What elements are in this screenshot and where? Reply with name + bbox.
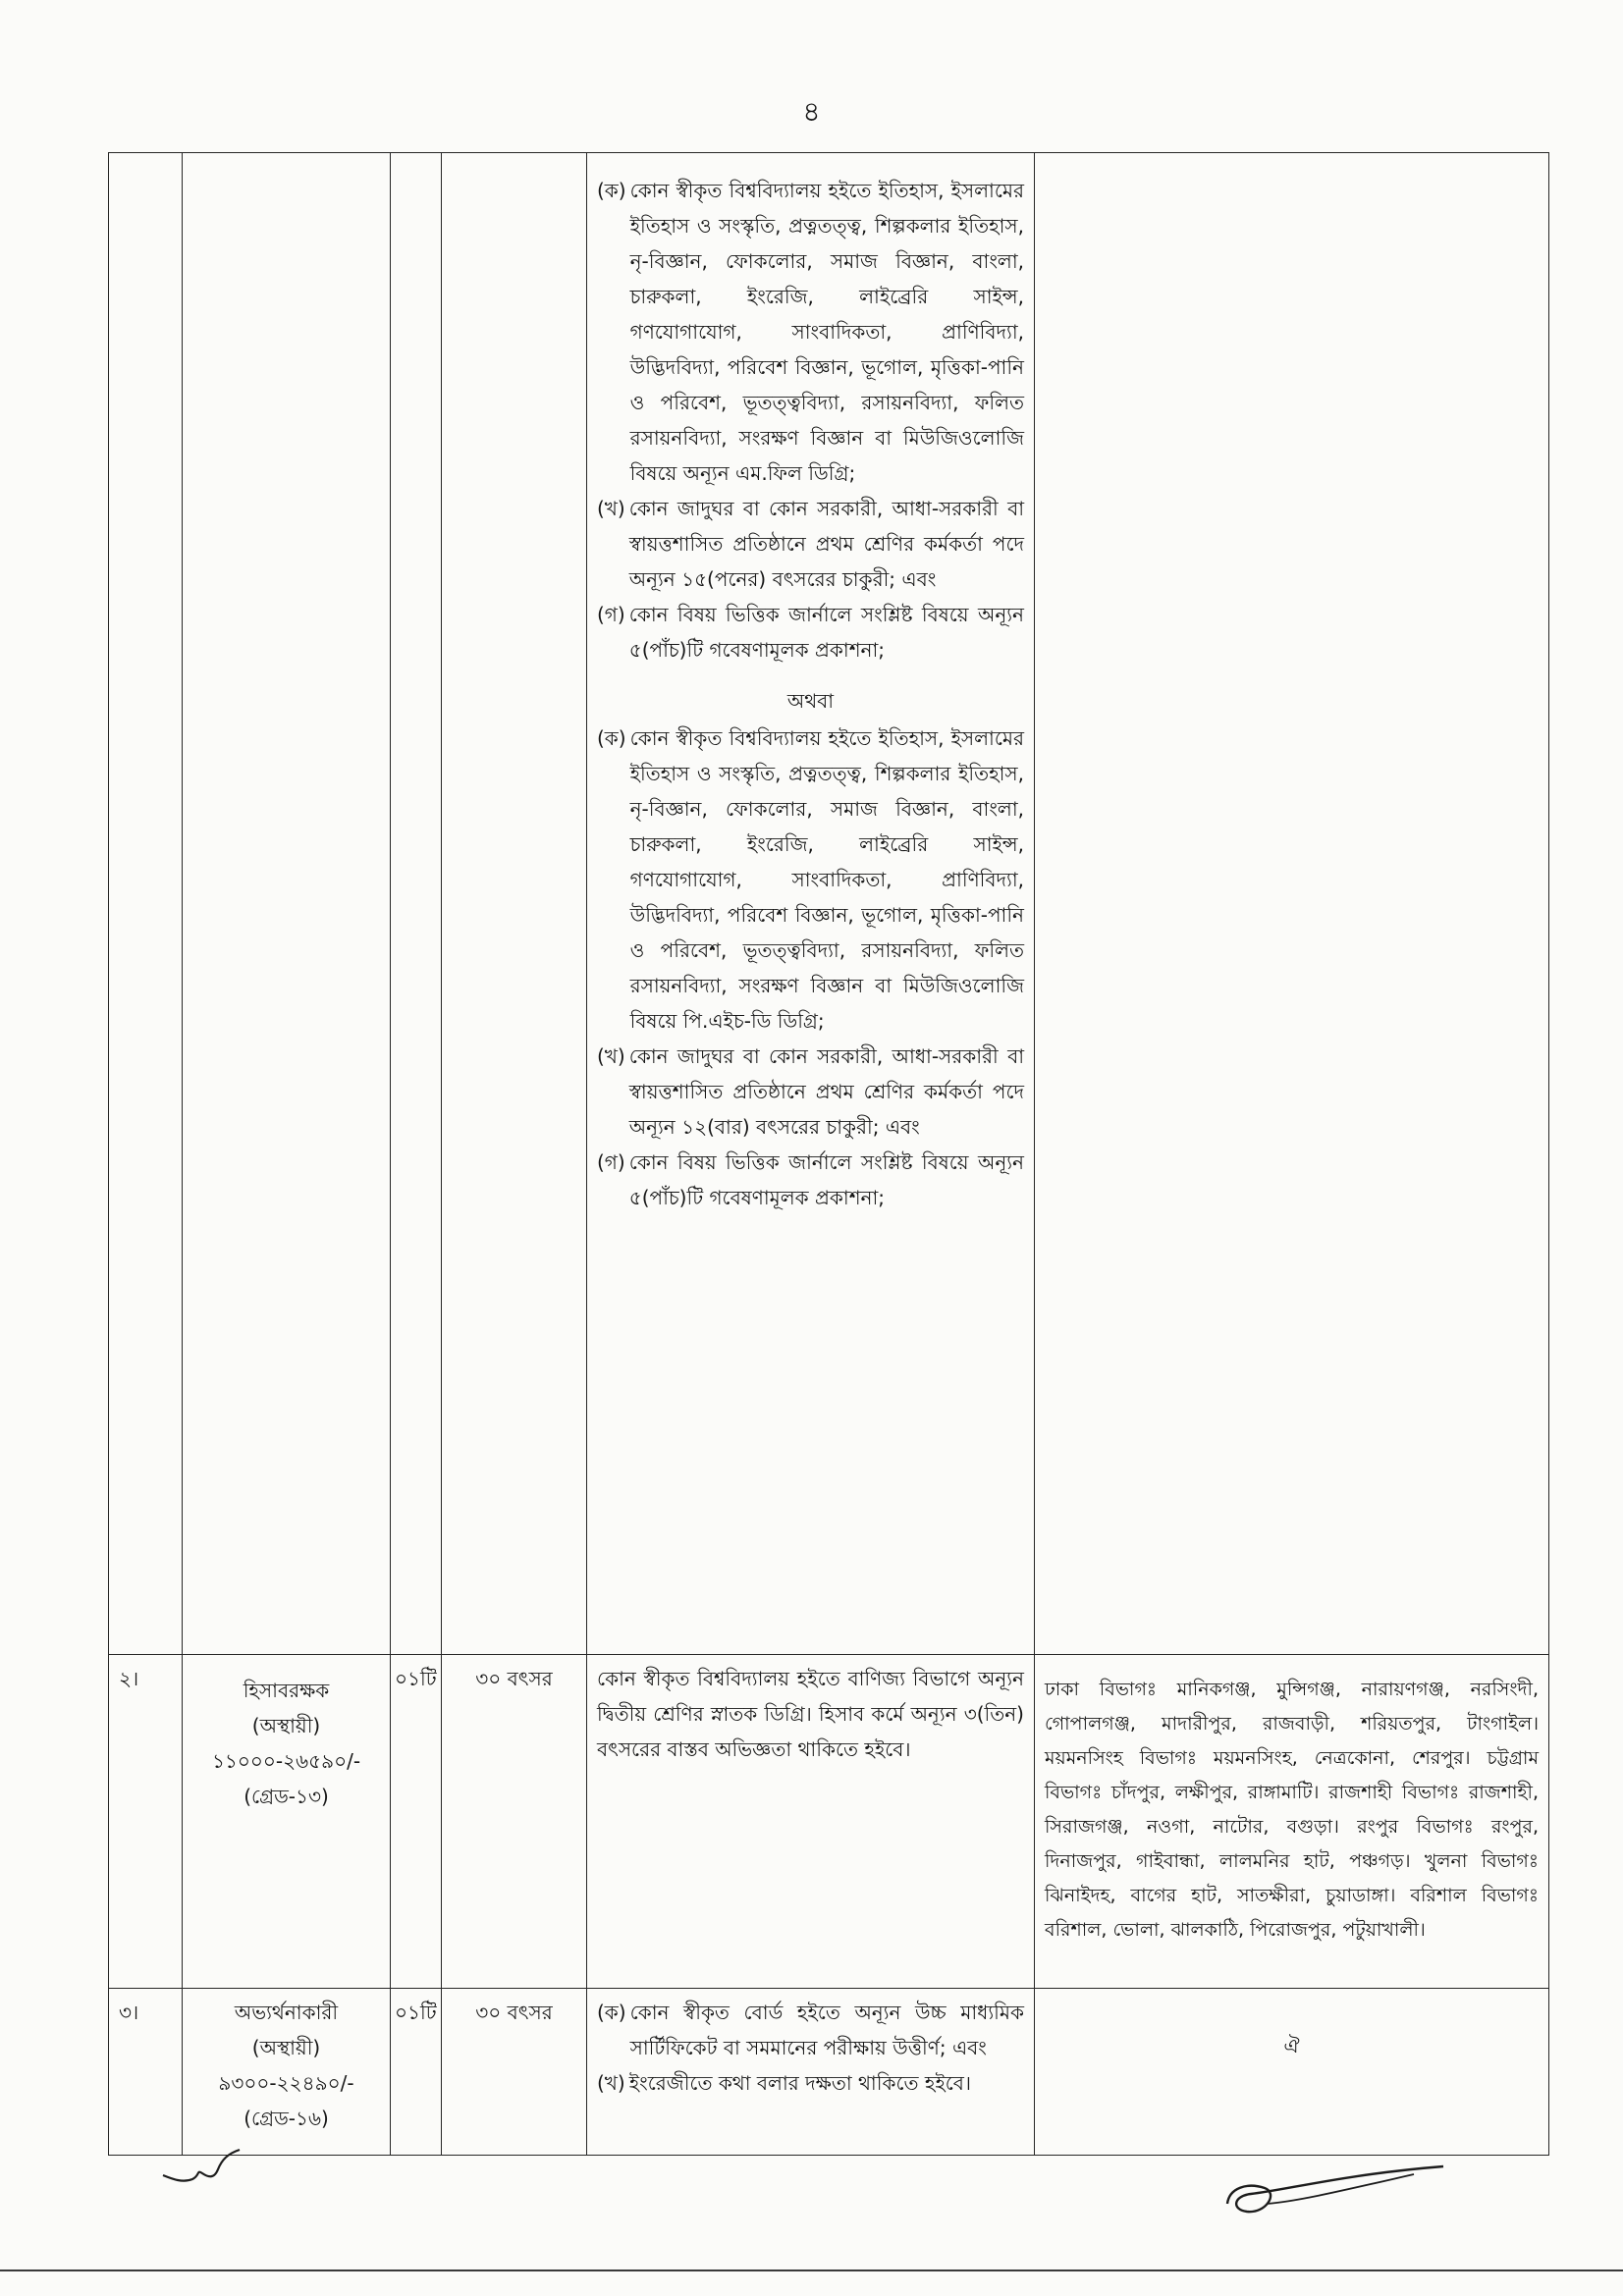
count-cell: ০১টি	[391, 1989, 442, 2156]
post-title: অভ্যর্থনাকারী	[234, 2001, 339, 2024]
post-cell	[183, 153, 391, 1655]
initial-signature-left	[157, 2140, 265, 2199]
serial-cell: ৩।	[109, 1989, 183, 2156]
qualification-cell	[587, 1989, 1035, 2156]
count-cell: ০১টি	[391, 1655, 442, 1989]
qualification-item: (ক) কোন স্বীকৃত বোর্ড হইতে অন্যূন উচ্চ মাধ্যমিক সার্টিফিকেট বা সমমানের পরীক্ষায় উত্তীর্ণ; এবং	[597, 2001, 1024, 2059]
qualification-item: (ক) কোন স্বীকৃত বিশ্ববিদ্যালয় হইতে ইতিহাস, ইসলামের ইতিহাস ও সংস্কৃতি, প্রত্নতত্ত্ব, শিল্পকলার ইতিহাস, নৃ-বিজ্ঞান, ফোকলোর, সমাজ বিজ্ঞান, বাংলা, চারুকলা, ইংরেজি, লাইব্রেরি সাইন্স, গণযোগাযোগ, সাংবাদিকতা, প্রাণিবিদ্যা, উদ্ভিদবিদ্যা, পরিবেশ বিজ্ঞান, ভূগোল, মৃত্তিকা-পানি ও পরিবেশ, ভূতত্ত্ববিদ্যা, রসায়নবিদ্যা, ফলিত রসায়নবিদ্যা, সংরক্ষণ বিজ্ঞান বা মিউজিওলোজি বিষয়ে পি.এইচ-ডি ডিগ্রি;	[597, 726, 1024, 1033]
qualification-item: (ক) কোন স্বীকৃত বিশ্ববিদ্যালয় হইতে ইতিহাস, ইসলামের ইতিহাস ও সংস্কৃতি, প্রত্নতত্ত্ব, শিল্পকলার ইতিহাস, নৃ-বিজ্ঞান, ফোকলোর, সমাজ বিজ্ঞান, বাংলা, চারুকলা, ইংরেজি, লাইব্রেরি সাইন্স, গণযোগাযোগ, সাংবাদিকতা, প্রাণিবিদ্যা, উদ্ভিদবিদ্যা, পরিবেশ বিজ্ঞান, ভূগোল, মৃত্তিকা-পানি ও পরিবেশ, ভূতত্ত্ববিদ্যা, রসায়নবিদ্যা, ফলিত রসায়নবিদ্যা, সংরক্ষণ বিজ্ঞান বা মিউজিওলোজি বিষয়ে অন্যূন এম.ফিল ডিগ্রি;	[597, 179, 1024, 485]
age-cell: ৩০ বৎসর	[442, 1989, 587, 2156]
post-pay-scale: ১১০০০-২৬৫৯০/-	[211, 1749, 361, 1773]
count-cell	[391, 153, 442, 1655]
or-separator: অথবা	[786, 689, 835, 713]
qualification-cell	[587, 153, 1035, 1655]
post-grade: (গ্রেড-১৬)	[243, 2107, 329, 2130]
post-cell	[183, 1655, 391, 1989]
age-cell: ৩০ বৎসর	[442, 1655, 587, 1989]
post-status: (অস্থায়ী)	[251, 1714, 321, 1737]
qualification-item: (গ) কোন বিষয় ভিত্তিক জার্নালে সংশ্লিষ্ট বিষয়ে অন্যূন ৫(পাঁচ)টি গবেষণামূলক প্রকাশনা;	[597, 1150, 1024, 1209]
serial-cell: ২।	[109, 1655, 183, 1989]
qualification-item: (খ) ইংরেজীতে কথা বলার দক্ষতা থাকিতে হইবে।	[597, 2071, 972, 2095]
qualification-cell: কোন স্বীকৃত বিশ্ববিদ্যালয় হইতে বাণিজ্য বিভাগে অন্যূন দ্বিতীয় শ্রেণির স্নাতক ডিগ্রি। হিসাব কর্মে অন্যূন ৩(তিন) বৎসরের বাস্তব অভিজ্ঞতা থাকিতে হইবে।	[587, 1655, 1035, 1989]
quota-cell	[1035, 153, 1549, 1655]
ditto-mark: ঐ	[1283, 2034, 1300, 2057]
post-title: হিসাবরক্ষক	[243, 1679, 330, 1702]
qualification-item: (গ) কোন বিষয় ভিত্তিক জার্নালে সংশ্লিষ্ট বিষয়ে অন্যূন ৫(পাঁচ)টি গবেষণামূলক প্রকাশনা;	[597, 603, 1024, 662]
qualification-item: (খ) কোন জাদুঘর বা কোন সরকারী, আধা-সরকারী বা স্বায়ত্তশাসিত প্রতিষ্ঠানে প্রথম শ্রেণির কর্মকর্তা পদে অন্যূন ১৫(পনের) বৎসরের চাকুরী; এবং	[597, 497, 1024, 591]
quota-cell: ঢাকা বিভাগঃ মানিকগঞ্জ, মুন্সিগঞ্জ, নারায়ণগঞ্জ, নরসিংদী, গোপালগঞ্জ, মাদারীপুর, রাজবাড়ী, শরিয়তপুর, টাংগাইল। ময়মনসিংহ বিভাগঃ ময়মনসিংহ, নেত্রকোনা, শেরপুর। চট্টগ্রাম বিভাগঃ চাঁদপুর, লক্ষীপুর, রাঙ্গামাটি। রাজশাহী বিভাগঃ রাজশাহী, সিরাজগঞ্জ, নওগা, নাটোর, বগুড়া। রংপুর বিভাগঃ রংপুর, দিনাজপুর, গাইবান্ধা, লালমনির হাট, পঞ্চগড়। খুলনা বিভাগঃ ঝিনাইদহ, বাগের হাট, সাতক্ষীরা, চুয়াডাঙ্গা। বরিশাল বিভাগঃ বরিশাল, ভোলা, ঝালকাঠি, পিরোজপুর, পটুয়াখালী।	[1035, 1655, 1549, 1989]
table-row	[109, 1655, 1549, 1989]
qualification-item: (খ) কোন জাদুঘর বা কোন সরকারী, আধা-সরকারী বা স্বায়ত্তশাসিত প্রতিষ্ঠানে প্রথম শ্রেণির কর্মকর্তা পদে অন্যূন ১২(বার) বৎসরের চাকুরী; এবং	[597, 1044, 1024, 1139]
page-number: ৪	[802, 95, 821, 128]
post-grade: (গ্রেড-১৩)	[243, 1785, 329, 1808]
quota-cell	[1035, 1989, 1549, 2156]
table-row	[109, 1989, 1549, 2156]
page-bottom-rule	[0, 2269, 1623, 2271]
post-status: (অস্থায়ী)	[251, 2036, 321, 2059]
table-row	[109, 153, 1549, 1655]
age-cell	[442, 153, 587, 1655]
serial-cell	[109, 153, 183, 1655]
signature-right	[1208, 2145, 1483, 2233]
post-pay-scale: ৯৩০০-২২৪৯০/-	[218, 2071, 354, 2095]
recruitment-table-body	[108, 152, 1549, 2156]
post-cell	[183, 1989, 391, 2156]
